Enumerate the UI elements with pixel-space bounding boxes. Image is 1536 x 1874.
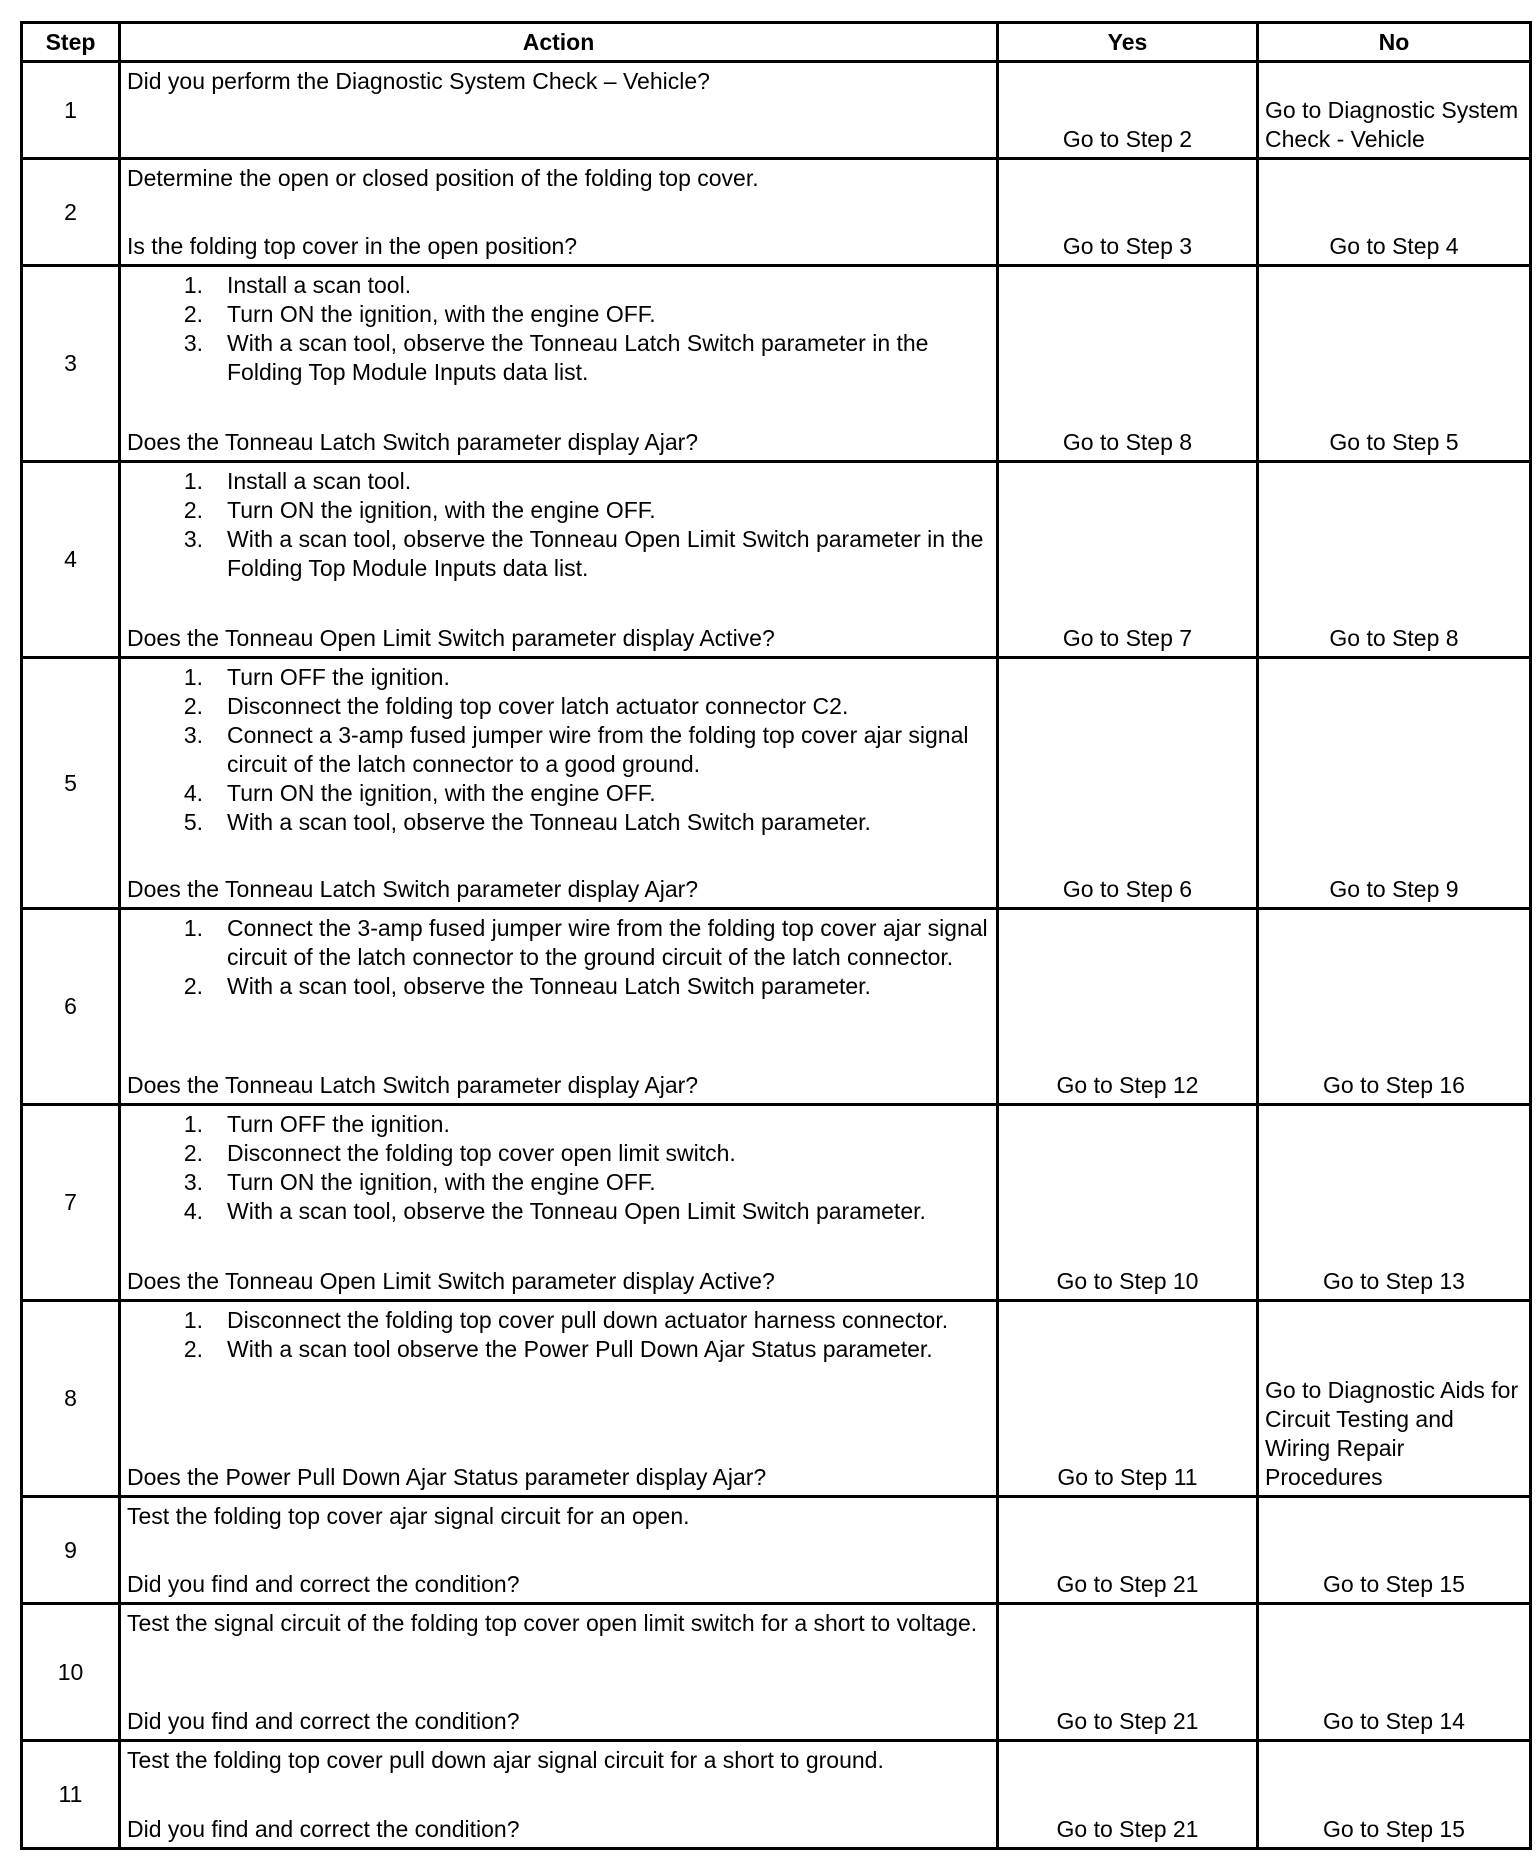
procedure-item xyxy=(127,1197,990,1226)
procedure-item xyxy=(127,329,990,387)
procedure-item-text: With a scan tool, observe the Tonneau Latch Switch parameter. xyxy=(227,973,871,999)
yes-result: Go to Step 11 xyxy=(998,1301,1258,1497)
yes-result: Go to Step 7 xyxy=(998,462,1258,658)
table-row xyxy=(22,462,1531,658)
procedure-item-number: 1. xyxy=(183,915,203,941)
procedure-item xyxy=(127,271,990,300)
action-question: Did you find and correct the condition? xyxy=(127,1571,520,1597)
action-cell xyxy=(120,1604,998,1741)
action-question: Did you find and correct the condition? xyxy=(127,1708,520,1734)
procedure-item-number: 2. xyxy=(183,497,203,523)
procedure-item-number: 1. xyxy=(183,1111,203,1137)
no-result: Go to Diagnostic Aids for Circuit Testing and Wiring Repair Procedures xyxy=(1258,1301,1531,1497)
no-result: Go to Step 4 xyxy=(1258,159,1531,266)
no-result: Go to Step 13 xyxy=(1258,1105,1531,1301)
procedure-item xyxy=(127,1139,990,1168)
table-row xyxy=(22,1301,1531,1497)
table-row xyxy=(22,159,1531,266)
procedure-list xyxy=(127,1306,990,1364)
procedure-item xyxy=(127,692,990,721)
procedure-item-number: 3. xyxy=(183,526,203,552)
procedure-item-text: With a scan tool, observe the Tonneau Latch Switch parameter in the Folding Top Module Inputs data list. xyxy=(227,330,929,385)
procedure-list xyxy=(127,914,990,1001)
no-result: Go to Diagnostic System Check - Vehicle xyxy=(1258,62,1531,159)
step-number: 7 xyxy=(22,1105,120,1301)
procedure-item-number: 2. xyxy=(183,973,203,999)
table-row xyxy=(22,1604,1531,1741)
step-number: 11 xyxy=(22,1741,120,1849)
action-cell xyxy=(120,909,998,1105)
procedure-item xyxy=(127,779,990,808)
procedure-item-text: With a scan tool, observe the Tonneau Open Limit Switch parameter. xyxy=(227,1198,926,1224)
action-text: Determine the open or closed position of the folding top cover. xyxy=(127,165,759,191)
yes-result: Go to Step 21 xyxy=(998,1741,1258,1849)
procedure-item-text: Install a scan tool. xyxy=(227,272,412,298)
step-number: 8 xyxy=(22,1301,120,1497)
procedure-item-text: Disconnect the folding top cover pull down actuator harness connector. xyxy=(227,1307,949,1333)
procedure-list xyxy=(127,663,990,837)
header-step: Step xyxy=(22,23,120,62)
procedure-item-text: Turn OFF the ignition. xyxy=(227,1111,450,1137)
table-body xyxy=(22,62,1531,1849)
yes-result: Go to Step 10 xyxy=(998,1105,1258,1301)
yes-result: Go to Step 3 xyxy=(998,159,1258,266)
procedure-item-number: 2. xyxy=(183,693,203,719)
procedure-item-number: 5. xyxy=(183,809,203,835)
action-text: Test the folding top cover ajar signal circuit for an open. xyxy=(127,1503,690,1529)
procedure-item-number: 3. xyxy=(183,330,203,356)
step-number: 4 xyxy=(22,462,120,658)
step-number: 6 xyxy=(22,909,120,1105)
action-cell xyxy=(120,1301,998,1497)
procedure-item-number: 4. xyxy=(183,780,203,806)
no-result: Go to Step 16 xyxy=(1258,909,1531,1105)
procedure-item-number: 2. xyxy=(183,1336,203,1362)
step-number: 5 xyxy=(22,658,120,909)
table-row xyxy=(22,1105,1531,1301)
step-number: 2 xyxy=(22,159,120,266)
procedure-item-text: Turn ON the ignition, with the engine OFF. xyxy=(227,301,656,327)
procedure-item-text: Turn ON the ignition, with the engine OFF. xyxy=(227,497,656,523)
procedure-item xyxy=(127,525,990,583)
action-question: Is the folding top cover in the open position? xyxy=(127,233,578,259)
procedure-item xyxy=(127,1335,990,1364)
action-question: Does the Tonneau Open Limit Switch parameter display Active? xyxy=(127,1268,775,1294)
action-cell xyxy=(120,462,998,658)
procedure-list xyxy=(127,271,990,387)
procedure-item-number: 4. xyxy=(183,1198,203,1224)
procedure-item xyxy=(127,808,990,837)
procedure-item-text: Install a scan tool. xyxy=(227,468,412,494)
procedure-item xyxy=(127,721,990,779)
yes-result: Go to Step 8 xyxy=(998,266,1258,462)
action-question: Does the Tonneau Latch Switch parameter display Ajar? xyxy=(127,1072,699,1098)
procedure-item-text: Connect a 3-amp fused jumper wire from the folding top cover ajar signal circuit of the latch connector to a good ground. xyxy=(227,722,969,777)
action-cell xyxy=(120,159,998,266)
header-yes: Yes xyxy=(998,23,1258,62)
no-result: Go to Step 15 xyxy=(1258,1741,1531,1849)
procedure-item xyxy=(127,663,990,692)
action-question: Does the Tonneau Latch Switch parameter display Ajar? xyxy=(127,429,699,455)
step-number: 10 xyxy=(22,1604,120,1741)
step-number: 9 xyxy=(22,1497,120,1604)
procedure-item-number: 1. xyxy=(183,468,203,494)
table-row xyxy=(22,658,1531,909)
header-no: No xyxy=(1258,23,1531,62)
procedure-item-number: 2. xyxy=(183,301,203,327)
procedure-item-text: Turn ON the ignition, with the engine OFF. xyxy=(227,780,656,806)
table-row xyxy=(22,909,1531,1105)
procedure-item-text: Disconnect the folding top cover latch actuator connector C2. xyxy=(227,693,849,719)
procedure-list xyxy=(127,467,990,583)
procedure-item xyxy=(127,496,990,525)
action-cell xyxy=(120,1741,998,1849)
action-cell xyxy=(120,658,998,909)
table-row xyxy=(22,1741,1531,1849)
procedure-item xyxy=(127,1168,990,1197)
procedure-item-number: 2. xyxy=(183,1140,203,1166)
action-text: Did you perform the Diagnostic System Check – Vehicle? xyxy=(127,68,710,94)
table-header-row xyxy=(22,23,1531,62)
procedure-item xyxy=(127,1306,990,1335)
action-question: Does the Tonneau Open Limit Switch parameter display Active? xyxy=(127,625,775,651)
procedure-item-number: 3. xyxy=(183,722,203,748)
action-cell xyxy=(120,1497,998,1604)
table-row xyxy=(22,62,1531,159)
yes-result: Go to Step 6 xyxy=(998,658,1258,909)
yes-result: Go to Step 12 xyxy=(998,909,1258,1105)
procedure-item xyxy=(127,1110,990,1139)
action-cell xyxy=(120,1105,998,1301)
action-cell xyxy=(120,266,998,462)
procedure-item-text: Disconnect the folding top cover open limit switch. xyxy=(227,1140,736,1166)
yes-result: Go to Step 21 xyxy=(998,1604,1258,1741)
procedure-item-number: 1. xyxy=(183,1307,203,1333)
procedure-item-text: With a scan tool, observe the Tonneau Open Limit Switch parameter in the Folding Top Module Inputs data list. xyxy=(227,526,984,581)
yes-result: Go to Step 21 xyxy=(998,1497,1258,1604)
procedure-item-text: Turn OFF the ignition. xyxy=(227,664,450,690)
table-row xyxy=(22,1497,1531,1604)
action-question: Does the Power Pull Down Ajar Status parameter display Ajar? xyxy=(127,1464,767,1490)
step-number: 3 xyxy=(22,266,120,462)
no-result: Go to Step 5 xyxy=(1258,266,1531,462)
procedure-item-number: 1. xyxy=(183,272,203,298)
action-text: Test the signal circuit of the folding top cover open limit switch for a short to voltage. xyxy=(127,1610,978,1636)
procedure-item xyxy=(127,467,990,496)
procedure-item-number: 3. xyxy=(183,1169,203,1195)
procedure-item-text: Turn ON the ignition, with the engine OFF. xyxy=(227,1169,656,1195)
procedure-item-text: With a scan tool observe the Power Pull Down Ajar Status parameter. xyxy=(227,1336,933,1362)
procedure-item-text: Connect the 3-amp fused jumper wire from the folding top cover ajar signal circuit of the latch connector to the ground circuit of the latch connector. xyxy=(227,915,988,970)
action-cell xyxy=(120,62,998,159)
procedure-item-text: With a scan tool, observe the Tonneau Latch Switch parameter. xyxy=(227,809,871,835)
action-question: Did you find and correct the condition? xyxy=(127,1816,520,1842)
diagnostic-table xyxy=(20,21,1532,1850)
action-text: Test the folding top cover pull down ajar signal circuit for a short to ground. xyxy=(127,1747,884,1773)
no-result: Go to Step 9 xyxy=(1258,658,1531,909)
procedure-item xyxy=(127,914,990,972)
header-action: Action xyxy=(120,23,998,62)
procedure-item xyxy=(127,300,990,329)
no-result: Go to Step 14 xyxy=(1258,1604,1531,1741)
procedure-list xyxy=(127,1110,990,1226)
no-result: Go to Step 15 xyxy=(1258,1497,1531,1604)
procedure-item xyxy=(127,972,990,1001)
no-result: Go to Step 8 xyxy=(1258,462,1531,658)
yes-result: Go to Step 2 xyxy=(998,62,1258,159)
step-number: 1 xyxy=(22,62,120,159)
action-question: Does the Tonneau Latch Switch parameter display Ajar? xyxy=(127,876,699,902)
procedure-item-number: 1. xyxy=(183,664,203,690)
table-row xyxy=(22,266,1531,462)
